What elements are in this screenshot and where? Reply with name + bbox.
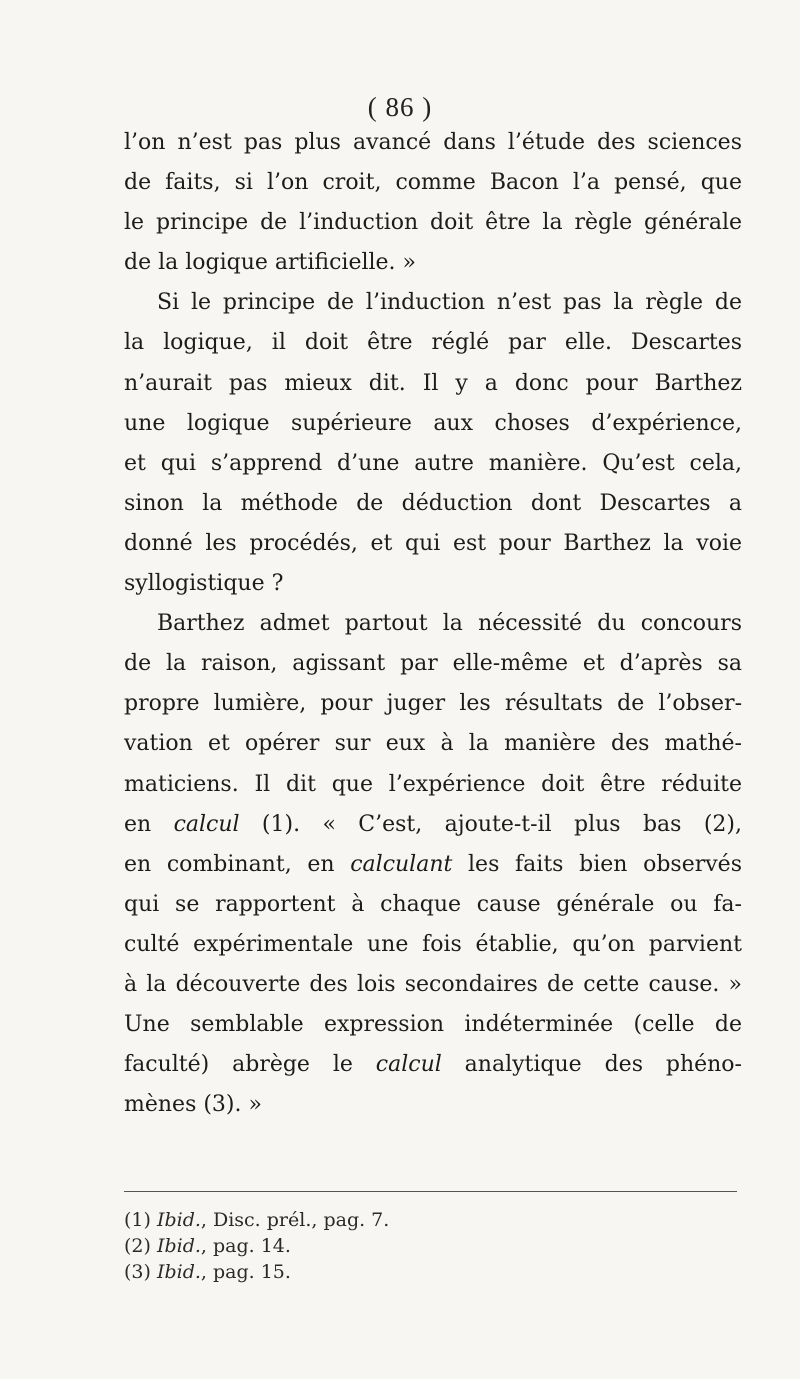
footnote-text: , pag. 14. <box>200 1235 291 1257</box>
text-line: de faits, si l’on croit, comme Bacon l’a pensé, que <box>124 170 742 196</box>
text-run: en <box>124 811 174 837</box>
text-line: Une semblable expression indéterminée (celle de <box>124 1012 742 1038</box>
text-line: l’on n’est pas plus avancé dans l’étude des sciences <box>124 130 742 155</box>
text-line: vation et opérer sur eux à la manière des mathé- <box>124 731 742 757</box>
text-line: mènes (3). » <box>124 1092 262 1118</box>
footnote-mark: (3) <box>124 1261 157 1283</box>
text-line: une logique supérieure aux choses d’expérience, <box>124 410 742 436</box>
text-line: à la découverte des lois secondaires de cette cause. » <box>124 971 742 997</box>
footnote-3 <box>124 1259 737 1285</box>
footnote-ref: Ibid. <box>156 1209 201 1231</box>
text-line-with-emphasis <box>124 805 742 845</box>
text-line: la logique, il doit être réglé par elle. Descartes <box>124 330 742 356</box>
text-run: faculté) abrège le <box>124 1052 376 1078</box>
text-line-with-emphasis <box>124 845 742 885</box>
text-line: syllogistique ? <box>124 571 284 597</box>
footnote-ref: Ibid. <box>156 1235 201 1257</box>
footnote-divider <box>124 1191 737 1192</box>
text-line: qui se rapportent à chaque cause générale ou fa- <box>124 891 742 917</box>
footnote-text: , pag. 15. <box>200 1261 291 1283</box>
text-line: sinon la méthode de déduction dont Descartes a <box>124 490 742 516</box>
text-run: les faits bien observés <box>452 851 742 877</box>
emphasis-calculant: calculant <box>350 851 453 877</box>
paragraph-2 <box>124 283 742 604</box>
footnote-text: , Disc. prél., pag. 7. <box>200 1209 390 1231</box>
footnote-mark: (1) <box>124 1209 157 1231</box>
text-run: en combinant, en <box>124 851 351 877</box>
text-line: le principe de l’induction doit être la règle générale <box>124 210 742 236</box>
text-line: Barthez admet partout la nécessité du concours <box>157 611 742 637</box>
paragraph-1 <box>124 123 742 283</box>
footnotes <box>124 1207 737 1285</box>
text-line-with-emphasis <box>124 1045 742 1085</box>
paragraph-3 <box>124 604 742 1125</box>
text-line: n’aurait pas mieux dit. Il y a donc pour Barthez <box>124 370 742 396</box>
emphasis-calcul: calcul <box>375 1052 442 1078</box>
footnote-mark: (2) <box>124 1235 157 1257</box>
text-line: Si le principe de l’induction n’est pas la règle de <box>157 290 742 316</box>
body-text <box>124 123 742 1125</box>
text-line: et qui s’apprend d’une autre manière. Qu’est cela, <box>124 450 742 476</box>
footnote-1 <box>124 1207 737 1233</box>
text-line: maticiens. Il dit que l’expérience doit être réduite <box>124 771 742 797</box>
footnote-2 <box>124 1233 737 1259</box>
text-run: (1). « C’est, ajoute-t-il plus bas (2), <box>239 811 742 837</box>
page-number: ( 86 ) <box>367 92 433 122</box>
text-line: de la logique artificielle. » <box>124 250 417 276</box>
footnote-ref: Ibid. <box>156 1261 201 1283</box>
emphasis-calcul: calcul <box>173 811 240 837</box>
text-line: propre lumière, pour juger les résultats de l’obser- <box>124 691 742 717</box>
text-run: analytique des phéno- <box>441 1052 742 1078</box>
text-line: de la raison, agissant par elle-même et d’après sa <box>124 651 742 677</box>
text-line: culté expérimentale une fois établie, qu’on parvient <box>124 931 742 957</box>
text-line: donné les procédés, et qui est pour Barthez la voie <box>124 530 742 556</box>
